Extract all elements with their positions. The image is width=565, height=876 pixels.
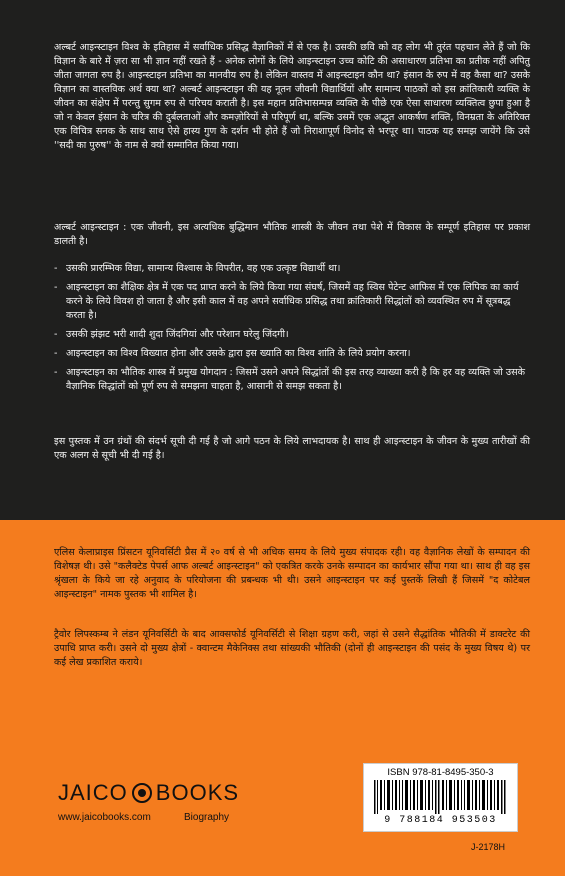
publisher-website: www.jaicobooks.com <box>58 812 151 823</box>
overview-paragraph: अल्बर्ट आइन्स्टाइन : एक जीवनी, इस अत्यधिक बुद्धिमान भौतिक शास्त्री के जीवन तथा पेशे में विकास के सम्पूर्ण इतिहास पर प्रकाश डालती है। <box>54 222 530 247</box>
barcode-digits: 9 788184 953503 <box>384 815 497 826</box>
book-code: J-2178H <box>471 842 506 852</box>
logo-text-left: JAICO <box>58 780 128 805</box>
author-bio-kelaprais: एलिस केलाप्राइस प्रिंसटन यूनिवर्सिटी प्रैस में २० वर्ष से भी अधिक समय के लिये मुख्य संपादक रही। वह वैज्ञानिक लेखों के सम्पादन की विशेषज्ञ थी। उसे "कलैक्टेड पेपर्स आफ अल्बर्ट आइन्स्टाइन" को एकत्रित करके उनके सम्पादन का कार्यभार सौंपा गया था। साथ ही वह इस श्रृंखला के किये जा रहे अनुवाद के परियोजना की प्रबन्धक भी थी। उसने आइन्स्टाइन पर कई पुस्तकें लिखी हैं जिसमें "द कोटेबल आइन्स्टाइन" नामक पुस्तक भी शामिल है। <box>54 547 530 600</box>
author-bio-lipscombe: ट्रैवोर लिपस्कम्ब ने लंडन यूनिवर्सिटी के बाद आक्सफोर्ड यूनिवर्सिटी से शिक्षा ग्रहण करी, जहां से उसने सैद्धांतिक भौतिकी में डाक्टरेट की उपाधि प्राप्त करी। उसने दो मुख्य क्षेत्रों - क्वान्टम मैकेनिक्स तथा सांख्यकी भौतिकी (दोनों ही आइन्स्टाइन की पसंद के मुख्य विषय थे) पर कई लेख प्रकाशित कराये। <box>54 629 530 668</box>
book-category: Biography <box>184 812 230 823</box>
references-paragraph: इस पुस्तक में उन ग्रंथों की संदर्भ सूची दी गई है जो आगे पठन के लिये लाभदायक है। साथ ही आइन्स्टाइन के जीवन के मुख्य तारीखों की एक अलग से सूची भी दी गई है। <box>54 436 530 461</box>
logo-text-right: BOOKS <box>155 780 240 805</box>
barcode-panel <box>363 763 518 832</box>
highlights-list <box>54 262 530 399</box>
intro-paragraph: अल्बर्ट आइन्स्टाइन विश्व के इतिहास में सर्वाधिक प्रसिद्ध वैज्ञानिकों में से एक है। उसकी छवि को वह लोग भी तुरंत पहचान लेते हैं जो कि विज्ञान के बारे में ज़रा सा भी ज्ञान नहीं रखते हैं - अनेक लोगों के लिये आइन्स्टाइन उच्च कोटि की असाधारण प्रतिभा का प्रतीक नहीं अपितु जीता जागता रुप है। आइन्स्टाइन प्रतिभा का मानवीय रुप है। लेकिन वास्तव में आइन्स्टाइन कौन था? इंसान के रुप में वह कैसा था? उसके विज्ञान का वास्तविक अर्थ क्या था? अल्बर्ट आइन्स्टाइन की यह नूतन जीवनी विद्यार्थियों और सामान्य पाठकों को इस क्रांतिकारी व्यक्ति के जीवन का संक्षेप में परन्तु सुगम रुप से परिचय कराती है। इस महान प्रतिभासम्पन्न व्यक्ति के पीछे एक ऐसा साधारण व्यक्तित्व छुपा हुआ है जो न केवल इंसान के चरित्र की दुर्बलताओं और कमज़ोरियों से परिपूर्ण था, बल्कि उसमें एक अद्भुत आकर्षण शक्ति, विनम्रता के अतिरिक्त एक विचित्र सनक के साथ साथ ऐसे हास्य गुण के दर्शन भी होते हैं जो निराशापूर्ण विनोद से भरपूर था। पाठक यह समझ जायेंगे कि उसे ''सदी का पुरुष'' के नाम से क्यों सम्मानित किया गया। <box>54 42 530 151</box>
publisher-logo <box>58 780 239 806</box>
list-item: - उसकी प्रारम्भिक विद्या, सामान्य विश्वास के विपरीत, वह एक उत्कृष्ट विद्यार्थी था। <box>54 262 530 276</box>
logo-emblem-icon <box>132 783 152 803</box>
list-item: - आइन्स्टाइन का भौतिक शास्त्र में प्रमुख योगदान : जिसमें उसने अपने सिद्धांतों की इस तरह व्याख्या करी है कि हर वह व्यक्ति जो उसके वैज्ञानिक सिद्धांतों को पूर्ण रुप से समझना चाहता है, आसानी से समझ सकता है। <box>54 366 530 394</box>
list-item: - आइन्स्टाइन का शैक्षिक क्षेत्र में एक पद प्राप्त करने के लिये किया गया संघर्ष, जिसमें वह स्विस पेटेन्ट आफिस में एक लिपिक का कार्य करने के लिये विवश हो जाता है और इसी काल में वह अपने सर्वाधिक प्रसिद्ध तथा क्रांतिकारी सिद्धांतों को व्यवस्थित रुप में सूत्रबद्ध करता है। <box>54 281 530 323</box>
barcode-icon <box>374 780 507 814</box>
list-item: - आइन्स्टाइन का विश्व विख्यात होना और उसके द्वारा इस ख्याति का विश्व शांति के लिये प्रयोग करना। <box>54 347 530 361</box>
list-item: - उसकी झंझट भरी शादी शुदा जिंदगियां और परेशान घरेलु जिंदगी। <box>54 328 530 342</box>
isbn-label: ISBN 978-81-8495-350-3 <box>387 767 494 778</box>
